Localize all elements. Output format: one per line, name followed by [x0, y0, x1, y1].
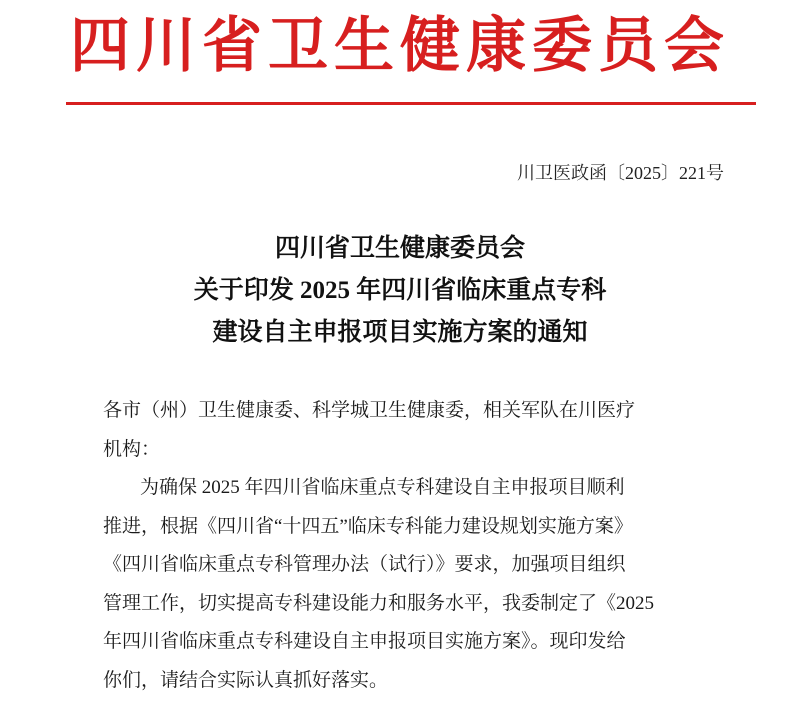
agency-header: 四川省卫生健康委员会	[70, 11, 730, 81]
title-line: 四川省卫生健康委员会	[274, 235, 525, 262]
document-body	[103, 392, 723, 700]
document-number: 川卫医政函〔2025〕221号	[517, 163, 724, 183]
body-paragraph-line: 年四川省临床重点专科建设自主申报项目实施方案》。现印发给	[103, 631, 626, 652]
body-paragraph-line: 为确保 2025 年四川省临床重点专科建设自主申报项目顺利	[140, 477, 625, 498]
body-paragraph-line: 《四川省临床重点专科管理办法（试行）》要求，加强项目组织	[103, 554, 626, 575]
body-paragraph-line: 你们，请结合实际认真抓好落实。	[103, 669, 389, 691]
red-divider-line	[66, 102, 756, 105]
document-title	[0, 228, 800, 354]
title-line: 关于印发 2025 年四川省临床重点专科	[193, 277, 607, 304]
body-paragraph-line: 推进，根据《四川省“十四五”临床专科能力建设规划实施方案》	[103, 515, 633, 537]
salutation-line: 机构：	[103, 438, 161, 460]
salutation-line: 各市（州）卫生健康委、科学城卫生健康委，相关军队在川医疗	[103, 400, 636, 421]
body-paragraph-line: 管理工作，切实提高专科建设能力和服务水平，我委制定了《2025	[103, 592, 655, 614]
title-line: 建设自主申报项目实施方案的通知	[212, 319, 588, 346]
